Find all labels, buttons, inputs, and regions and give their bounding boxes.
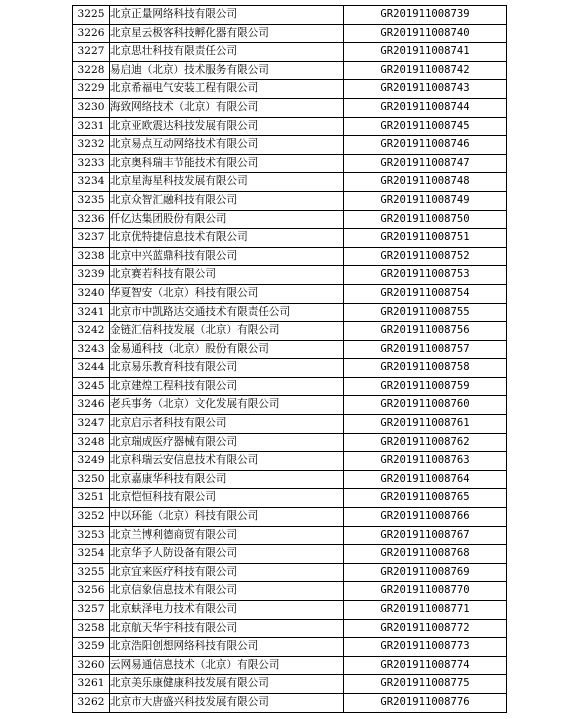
- table-row: [73, 396, 507, 415]
- table-row: [73, 6, 507, 25]
- row-number: 3246: [73, 396, 110, 415]
- certificate-number: GR201911008742: [344, 61, 507, 80]
- row-number: 3228: [73, 61, 110, 80]
- row-number: 3260: [73, 656, 110, 675]
- row-number: 3247: [73, 415, 110, 434]
- table-row: [73, 601, 507, 620]
- company-name: 北京信象信息技术有限公司: [110, 582, 344, 601]
- certificate-number: GR201911008744: [344, 98, 507, 117]
- certificate-number: GR201911008776: [344, 693, 507, 712]
- row-number: 3258: [73, 619, 110, 638]
- row-number: 3239: [73, 266, 110, 285]
- row-number: 3245: [73, 377, 110, 396]
- table-row: [73, 452, 507, 471]
- company-name: 北京嘉康华科技有限公司: [110, 470, 344, 489]
- certificate-number: GR201911008750: [344, 210, 507, 229]
- table-row: [73, 191, 507, 210]
- certificate-number: GR201911008765: [344, 489, 507, 508]
- certificate-number: GR201911008754: [344, 284, 507, 303]
- certificate-number: GR201911008755: [344, 303, 507, 322]
- row-number: 3255: [73, 563, 110, 582]
- company-name: 北京众智汇融科技有限公司: [110, 191, 344, 210]
- table-row: [73, 266, 507, 285]
- row-number: 3248: [73, 433, 110, 452]
- table-row: [73, 638, 507, 657]
- company-name: 北京宜来医疗科技有限公司: [110, 563, 344, 582]
- table-row: [73, 359, 507, 378]
- table-row: [73, 563, 507, 582]
- row-number: 3226: [73, 24, 110, 43]
- row-number: 3256: [73, 582, 110, 601]
- certificate-number: GR201911008756: [344, 322, 507, 341]
- certificate-number: GR201911008775: [344, 675, 507, 694]
- company-certificate-table-container: [72, 5, 507, 713]
- table-row: [73, 61, 507, 80]
- company-name: 北京航天华宇科技有限公司: [110, 619, 344, 638]
- row-number: 3230: [73, 98, 110, 117]
- table-row: [73, 693, 507, 712]
- certificate-number: GR201911008758: [344, 359, 507, 378]
- company-name: 易启迪（北京）技术服务有限公司: [110, 61, 344, 80]
- certificate-number: GR201911008751: [344, 229, 507, 248]
- table-row: [73, 322, 507, 341]
- table-row: [73, 377, 507, 396]
- company-name: 北京建煌工程科技有限公司: [110, 377, 344, 396]
- row-number: 3235: [73, 191, 110, 210]
- table-row: [73, 526, 507, 545]
- row-number: 3231: [73, 117, 110, 136]
- table-row: [73, 247, 507, 266]
- company-name: 北京市中凯路达交通技术有限责任公司: [110, 303, 344, 322]
- row-number: 3227: [73, 43, 110, 62]
- certificate-number: GR201911008745: [344, 117, 507, 136]
- company-name: 北京星海星科技发展有限公司: [110, 173, 344, 192]
- company-name: 北京蚨泽电力技术有限公司: [110, 601, 344, 620]
- company-name: 北京浩阳创想网络科技有限公司: [110, 638, 344, 657]
- row-number: 3249: [73, 452, 110, 471]
- certificate-number: GR201911008767: [344, 526, 507, 545]
- certificate-number: GR201911008743: [344, 80, 507, 99]
- table-row: [73, 284, 507, 303]
- company-name: 云网易通信息技术（北京）有限公司: [110, 656, 344, 675]
- certificate-number: GR201911008740: [344, 24, 507, 43]
- row-number: 3233: [73, 154, 110, 173]
- row-number: 3253: [73, 526, 110, 545]
- company-name: 北京优特捷信息技术有限公司: [110, 229, 344, 248]
- company-certificate-table: [72, 5, 507, 713]
- table-row: [73, 675, 507, 694]
- row-number: 3262: [73, 693, 110, 712]
- company-name: 北京易乐教育科技有限公司: [110, 359, 344, 378]
- company-name: 华夏智安（北京）科技有限公司: [110, 284, 344, 303]
- table-row: [73, 433, 507, 452]
- row-number: 3257: [73, 601, 110, 620]
- table-row: [73, 656, 507, 675]
- table-row: [73, 117, 507, 136]
- row-number: 3251: [73, 489, 110, 508]
- company-name: 北京美乐康健康科技发展有限公司: [110, 675, 344, 694]
- certificate-number: GR201911008764: [344, 470, 507, 489]
- company-name: 北京思壮科技有限责任公司: [110, 43, 344, 62]
- table-row: [73, 470, 507, 489]
- row-number: 3237: [73, 229, 110, 248]
- company-name: 老兵事务（北京）文化发展有限公司: [110, 396, 344, 415]
- company-name: 北京华予人防设备有限公司: [110, 545, 344, 564]
- certificate-number: GR201911008749: [344, 191, 507, 210]
- table-row: [73, 80, 507, 99]
- table-row: [73, 154, 507, 173]
- table-row: [73, 508, 507, 527]
- certificate-number: GR201911008771: [344, 601, 507, 620]
- table-body: [73, 6, 507, 713]
- certificate-number: GR201911008739: [344, 6, 507, 25]
- table-row: [73, 173, 507, 192]
- row-number: 3234: [73, 173, 110, 192]
- row-number: 3232: [73, 136, 110, 155]
- company-name: 仟亿达集团股份有限公司: [110, 210, 344, 229]
- certificate-number: GR201911008772: [344, 619, 507, 638]
- table-row: [73, 489, 507, 508]
- table-row: [73, 619, 507, 638]
- company-name: 海致网络技术（北京）有限公司: [110, 98, 344, 117]
- table-row: [73, 98, 507, 117]
- table-row: [73, 303, 507, 322]
- table-row: [73, 229, 507, 248]
- row-number: 3244: [73, 359, 110, 378]
- row-number: 3254: [73, 545, 110, 564]
- certificate-number: GR201911008769: [344, 563, 507, 582]
- table-row: [73, 545, 507, 564]
- certificate-number: GR201911008753: [344, 266, 507, 285]
- company-name: 北京易点互动网络技术有限公司: [110, 136, 344, 155]
- certificate-number: GR201911008760: [344, 396, 507, 415]
- company-name: 北京启示者科技有限公司: [110, 415, 344, 434]
- table-row: [73, 340, 507, 359]
- row-number: 3236: [73, 210, 110, 229]
- table-row: [73, 43, 507, 62]
- certificate-number: GR201911008746: [344, 136, 507, 155]
- company-name: 北京星云极客科技孵化器有限公司: [110, 24, 344, 43]
- row-number: 3252: [73, 508, 110, 527]
- table-row: [73, 136, 507, 155]
- certificate-number: GR201911008761: [344, 415, 507, 434]
- company-name: 北京科瑞云安信息技术有限公司: [110, 452, 344, 471]
- row-number: 3241: [73, 303, 110, 322]
- row-number: 3243: [73, 340, 110, 359]
- certificate-number: GR201911008748: [344, 173, 507, 192]
- company-name: 北京瑞成医疗器械有限公司: [110, 433, 344, 452]
- row-number: 3225: [73, 6, 110, 25]
- table-row: [73, 24, 507, 43]
- certificate-number: GR201911008770: [344, 582, 507, 601]
- company-name: 北京奥科瑞丰节能技术有限公司: [110, 154, 344, 173]
- row-number: 3238: [73, 247, 110, 266]
- table-row: [73, 582, 507, 601]
- certificate-number: GR201911008747: [344, 154, 507, 173]
- certificate-number: GR201911008741: [344, 43, 507, 62]
- row-number: 3240: [73, 284, 110, 303]
- company-name: 北京兰博利德商贸有限公司: [110, 526, 344, 545]
- company-name: 金链汇信科技发展（北京）有限公司: [110, 322, 344, 341]
- row-number: 3259: [73, 638, 110, 657]
- company-name: 北京市大唐盛兴科技发展有限公司: [110, 693, 344, 712]
- company-name: 北京希福电气安装工程有限公司: [110, 80, 344, 99]
- company-name: 北京正量网络科技有限公司: [110, 6, 344, 25]
- company-name: 北京恺恒科技有限公司: [110, 489, 344, 508]
- certificate-number: GR201911008768: [344, 545, 507, 564]
- certificate-number: GR201911008766: [344, 508, 507, 527]
- table-row: [73, 415, 507, 434]
- company-name: 北京赛若科技有限公司: [110, 266, 344, 285]
- company-name: 中以环能（北京）科技有限公司: [110, 508, 344, 527]
- certificate-number: GR201911008759: [344, 377, 507, 396]
- certificate-number: GR201911008763: [344, 452, 507, 471]
- certificate-number: GR201911008773: [344, 638, 507, 657]
- certificate-number: GR201911008762: [344, 433, 507, 452]
- row-number: 3261: [73, 675, 110, 694]
- certificate-number: GR201911008757: [344, 340, 507, 359]
- company-name: 金易通科技（北京）股份有限公司: [110, 340, 344, 359]
- company-name: 北京亚欧震达科技发展有限公司: [110, 117, 344, 136]
- row-number: 3250: [73, 470, 110, 489]
- row-number: 3229: [73, 80, 110, 99]
- certificate-number: GR201911008774: [344, 656, 507, 675]
- table-row: [73, 210, 507, 229]
- company-name: 北京中兴蓝鼎科技有限公司: [110, 247, 344, 266]
- row-number: 3242: [73, 322, 110, 341]
- certificate-number: GR201911008752: [344, 247, 507, 266]
